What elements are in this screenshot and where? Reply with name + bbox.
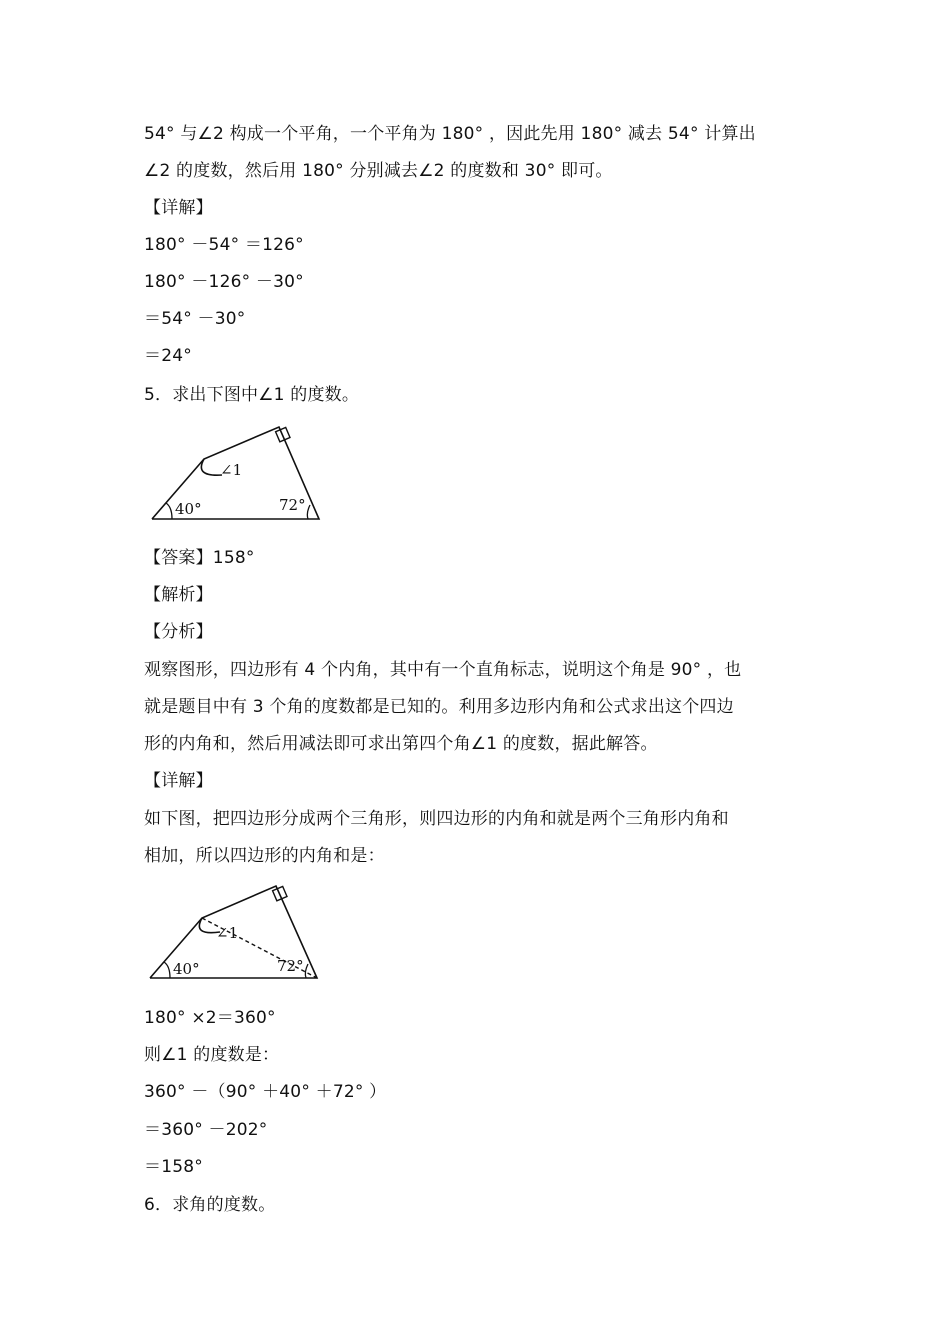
quadrilateral-split-figure bbox=[146, 882, 326, 982]
angle-40-label: 40° bbox=[175, 500, 202, 518]
text-line: 则∠1 的度数是： bbox=[144, 1045, 280, 1065]
section-heading: 【解析】 bbox=[144, 585, 213, 605]
answer-line: 【答案】158° bbox=[144, 548, 255, 568]
question-text: 5．求出下图中∠1 的度数。 bbox=[144, 385, 360, 405]
equation-line: ＝360° －202° bbox=[144, 1120, 268, 1140]
angle-1-label: ∠1 bbox=[216, 924, 239, 942]
equation-line: ＝158° bbox=[144, 1157, 203, 1177]
angle-72-label: 72° bbox=[279, 496, 306, 514]
equation-line: 180° ×2＝360° bbox=[144, 1008, 276, 1028]
equation-line: ＝24° bbox=[144, 346, 192, 366]
text-line: ∠2 的度数，然后用 180° 分别减去∠2 的度数和 30° 即可。 bbox=[144, 161, 613, 181]
equation-line: 180° －126° －30° bbox=[144, 272, 304, 292]
text-line: 如下图，把四边形分成两个三角形，则四边形的内角和就是两个三角形内角和 bbox=[144, 809, 729, 829]
angle-40-label: 40° bbox=[173, 960, 200, 978]
equation-line: 360° －（90° ＋40° ＋72° ） bbox=[144, 1082, 387, 1102]
equation-line: ＝54° －30° bbox=[144, 309, 246, 329]
text-line: 就是题目中有 3 个角的度数都是已知的。利用多边形内角和公式求出这个四边 bbox=[144, 697, 734, 717]
text-line: 形的内角和，然后用减法即可求出第四个角∠1 的度数，据此解答。 bbox=[144, 734, 658, 754]
text-line: 54° 与∠2 构成一个平角，一个平角为 180° ，因此先用 180° 减去 54° 计算出 bbox=[144, 124, 756, 144]
text-line: 相加，所以四边形的内角和是： bbox=[144, 846, 385, 866]
question-text: 6．求角的度数。 bbox=[144, 1195, 276, 1215]
quadrilateral-figure bbox=[146, 423, 326, 523]
equation-line: 180° －54° ＝126° bbox=[144, 235, 304, 255]
section-heading: 【详解】 bbox=[144, 771, 213, 791]
angle-1-label: ∠1 bbox=[220, 461, 243, 479]
text-line: 观察图形，四边形有 4 个内角，其中有一个直角标志，说明这个角是 90° ，也 bbox=[144, 660, 742, 680]
angle-72-label: 72° bbox=[277, 957, 304, 975]
section-heading: 【详解】 bbox=[144, 198, 213, 218]
section-heading: 【分析】 bbox=[144, 622, 213, 642]
